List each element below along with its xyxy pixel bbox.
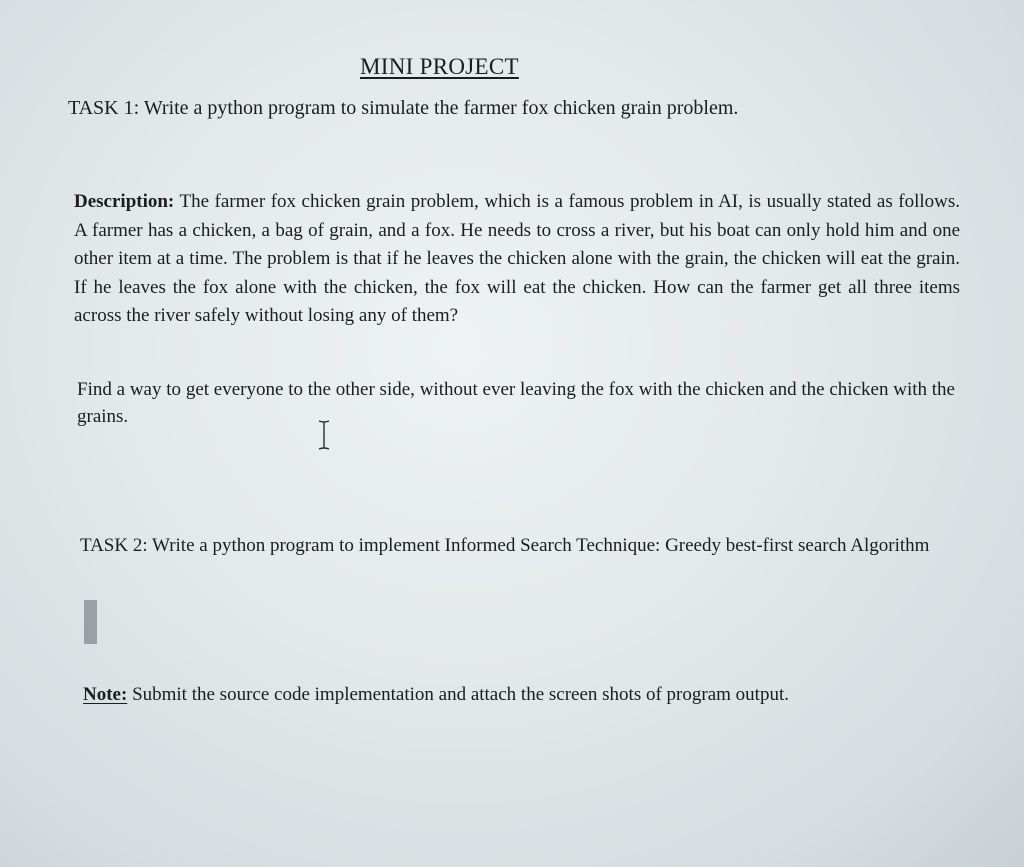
i-beam-cursor-icon: [318, 420, 330, 450]
task1-heading: [68, 97, 738, 120]
description-paragraph: [74, 188, 960, 331]
task2-text: Write a python program to implement Informed Search Technique: Greedy best-first search Algorithm: [147, 535, 930, 556]
find-paragraph: Find a way to get everyone to the other side, without ever leaving the fox with the chicken and the chicken with the grains.: [77, 379, 955, 427]
description-text: The farmer fox chicken grain problem, which is a famous problem in AI, is usually stated as follows. A farmer has a chicken, a bag of grain, and a fox. He needs to cross a river, but his boat can only hold him and one other item at a time. The problem is that if he leaves the chicken alone with the grain, the chicken will eat the grain. If he leaves the fox alone with the chicken, the fox will eat the chicken. How can the farmer get all three items across the river safely without losing any of them?: [74, 191, 960, 326]
task1-text: Write a python program to simulate the farmer fox chicken grain problem.: [139, 97, 739, 119]
task1-label: TASK 1:: [68, 97, 140, 119]
description-label: Description:: [74, 191, 175, 212]
page-title: MINI PROJECT: [360, 54, 519, 79]
task2-paragraph: [80, 532, 960, 559]
note-label: Note:: [83, 684, 128, 705]
task2-label: TASK 2:: [80, 535, 148, 556]
text-caret-icon: [84, 600, 97, 644]
note-line: [83, 684, 789, 706]
note-text: Submit the source code implementation and attach the screen shots of program output.: [127, 684, 789, 705]
